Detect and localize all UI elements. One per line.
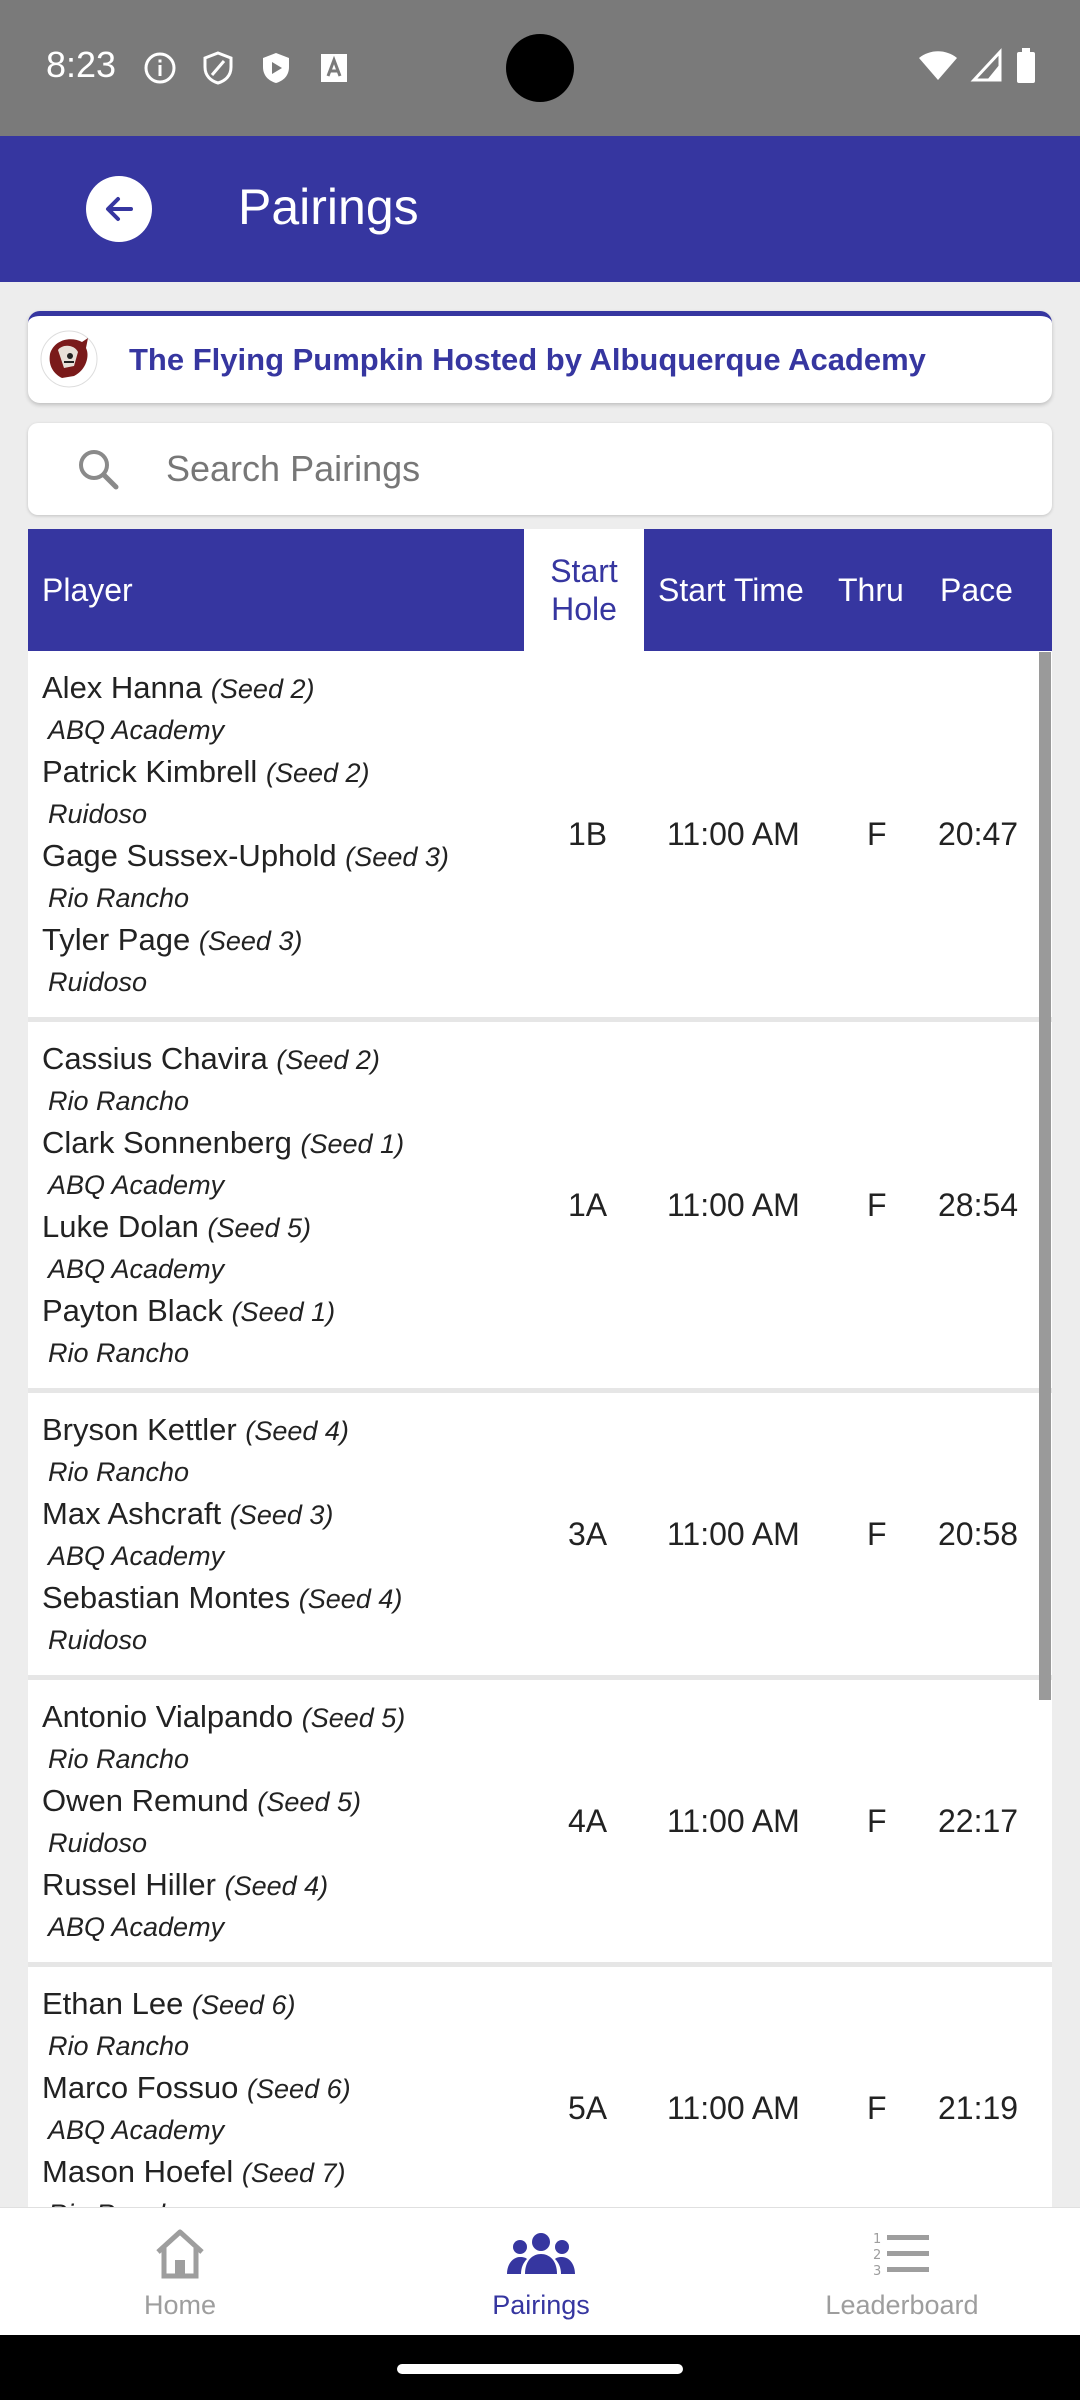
battery-icon	[1016, 48, 1036, 89]
player-seed: (Seed 1)	[300, 1129, 405, 1159]
svg-text:1: 1	[873, 2232, 882, 2247]
pace-cell: 22:17	[938, 1802, 1019, 1839]
thru-cell: F	[867, 815, 887, 852]
app-bar	[0, 136, 1080, 282]
player-seed: (Seed 6)	[247, 2074, 351, 2104]
table-row[interactable]	[28, 1022, 1052, 1393]
player-seed: (Seed 4)	[298, 1584, 403, 1614]
player-name: Owen Remund	[42, 1783, 249, 1818]
player-name: Patrick Kimbrell	[42, 754, 258, 789]
player-name: Marco Fossuo	[42, 2070, 239, 2105]
team-logo-icon	[40, 330, 98, 388]
nav-item-leaderboard[interactable]	[802, 2208, 1002, 2336]
player-seed: (Seed 2)	[276, 1045, 380, 1075]
player-seed: (Seed 3)	[345, 842, 449, 872]
player-entry	[42, 2067, 1052, 2110]
player-school: Rio Rancho	[48, 1457, 190, 1487]
player-seed: (Seed 4)	[224, 1871, 329, 1901]
player-school: ABQ Academy	[48, 2115, 225, 2145]
player-school: Ruidoso	[48, 967, 148, 997]
status-bar	[0, 0, 1080, 136]
column-header-thru[interactable]: Thru	[838, 571, 904, 608]
info-icon	[142, 50, 178, 86]
player-name: Sebastian Montes	[42, 1580, 291, 1615]
event-title: The Flying Pumpkin Hosted by Albuquerque Academy	[129, 342, 926, 377]
column-header-pace[interactable]: Pace	[940, 571, 1013, 608]
player-name: Payton Black	[42, 1293, 223, 1328]
player-seed: (Seed 1)	[231, 1297, 336, 1327]
player-group	[28, 651, 1052, 1017]
start-hole-cell: 1B	[568, 815, 608, 852]
player-name: Tyler Page	[42, 922, 191, 957]
thru-cell: F	[867, 1802, 887, 1839]
player-seed: (Seed 5)	[207, 1213, 312, 1243]
start-hole-cell: 4A	[568, 1802, 608, 1839]
table-header	[28, 529, 1052, 651]
start-hole-cell: 3A	[568, 1515, 608, 1552]
thru-cell: F	[867, 2089, 887, 2126]
search-icon	[74, 445, 122, 493]
player-school: ABQ Academy	[48, 1170, 225, 1200]
bottom-navigation	[0, 2207, 1080, 2335]
player-name: Antonio Vialpando	[42, 1699, 294, 1734]
signal-icon	[972, 50, 1002, 87]
player-name: Max Ashcraft	[42, 1496, 222, 1531]
event-card[interactable]	[28, 311, 1052, 403]
player-name: Gage Sussex-Uphold	[42, 838, 337, 873]
player-name: Russel Hiller	[42, 1867, 216, 1902]
page-title: Pairings	[238, 179, 419, 235]
player-school: Rio Rancho	[48, 1086, 190, 1116]
wifi-icon	[918, 50, 958, 87]
player-seed: (Seed 5)	[257, 1787, 361, 1817]
player-name: Cassius Chavira	[42, 1041, 268, 1076]
nav-label-home: Home	[143, 2290, 217, 2320]
start-time-cell: 11:00 AM	[667, 2089, 800, 2126]
player-group	[28, 1393, 1052, 1675]
column-header-player[interactable]: Player	[42, 571, 133, 608]
player-school: Ruidoso	[48, 1625, 148, 1655]
search-bar[interactable]	[28, 423, 1052, 515]
start-time-cell: 11:00 AM	[667, 815, 800, 852]
start-hole-cell: 5A	[568, 2089, 608, 2126]
back-button[interactable]	[86, 176, 152, 242]
player-entry	[42, 667, 1052, 710]
player-name: Ethan Lee	[42, 1986, 184, 2021]
player-seed: (Seed 3)	[229, 1500, 334, 1530]
ranked-list-icon	[870, 2226, 934, 2282]
player-name: Luke Dolan	[42, 1209, 199, 1244]
player-school: Rio Rancho	[48, 2031, 190, 2061]
pace-cell: 21:19	[938, 2089, 1019, 2126]
player-entry	[42, 1864, 1052, 1907]
player-name: Mason Hoefel	[42, 2154, 234, 2189]
pace-cell: 20:47	[938, 815, 1019, 852]
nav-item-pairings[interactable]	[441, 2208, 641, 2336]
player-seed: (Seed 5)	[301, 1703, 406, 1733]
player-entry	[42, 1122, 1052, 1165]
arrow-left-icon	[101, 191, 137, 227]
player-school: Ruidoso	[48, 799, 148, 829]
thru-cell: F	[867, 1186, 887, 1223]
camera-cutout	[506, 34, 574, 102]
player-name: Clark Sonnenberg	[42, 1125, 292, 1160]
svg-text:2: 2	[873, 2248, 882, 2263]
scrollbar-thumb[interactable]	[1039, 652, 1051, 1700]
player-name: Alex Hanna	[42, 670, 203, 705]
player-school: ABQ Academy	[48, 715, 225, 745]
table-row[interactable]	[28, 651, 1052, 1022]
player-entry	[42, 1780, 1052, 1823]
column-header-start-time[interactable]: Start Time	[658, 571, 804, 608]
player-entry	[42, 1696, 1052, 1739]
player-seed: (Seed 2)	[210, 674, 315, 704]
player-seed: (Seed 3)	[198, 926, 303, 956]
player-entry	[42, 2151, 1052, 2194]
start-time-cell: 11:00 AM	[667, 1186, 800, 1223]
player-entry	[42, 1206, 1052, 1249]
status-time: 8:23	[46, 44, 117, 85]
player-school: ABQ Academy	[48, 1912, 225, 1942]
home-gesture-handle[interactable]	[397, 2364, 683, 2374]
start-hole-cell: 1A	[568, 1186, 608, 1223]
player-school: Rio Rancho	[48, 1744, 190, 1774]
player-entry	[42, 751, 1052, 794]
start-time-cell: 11:00 AM	[667, 1802, 800, 1839]
player-entry	[42, 1493, 1052, 1536]
pace-cell: 20:58	[938, 1515, 1019, 1552]
player-entry	[42, 1577, 1052, 1620]
nav-label-leaderboard: Leaderboard	[825, 2290, 979, 2320]
player-name: Bryson Kettler	[42, 1412, 237, 1447]
player-seed: (Seed 2)	[265, 758, 370, 788]
player-entry	[42, 1290, 1052, 1333]
column-header-start-hole[interactable]: Start Hole	[524, 529, 644, 651]
pairings-table	[28, 529, 1052, 2194]
player-seed: (Seed 6)	[191, 1990, 296, 2020]
pace-cell: 28:54	[938, 1186, 1019, 1223]
player-group	[28, 1022, 1052, 1388]
player-school: Rio Rancho	[48, 883, 190, 913]
font-a-icon	[316, 50, 352, 86]
player-entry	[42, 1409, 1052, 1452]
player-school: ABQ Academy	[48, 1541, 225, 1571]
table-row[interactable]	[28, 1680, 1052, 1967]
system-navigation-bar	[0, 2335, 1080, 2400]
table-row[interactable]	[28, 1393, 1052, 1680]
play-shield-icon	[258, 50, 294, 86]
shield-icon	[200, 50, 236, 86]
thru-cell: F	[867, 1515, 887, 1552]
player-seed: (Seed 7)	[241, 2158, 346, 2188]
player-entry	[42, 1038, 1052, 1081]
player-school: Rio Rancho	[48, 1338, 190, 1368]
player-school: Ruidoso	[48, 1828, 148, 1858]
start-time-cell: 11:00 AM	[667, 1515, 800, 1552]
nav-label-pairings: Pairings	[492, 2290, 590, 2320]
player-group	[28, 1680, 1052, 1962]
home-icon	[148, 2226, 212, 2282]
search-input[interactable]	[166, 441, 1026, 497]
svg-text:3: 3	[873, 2264, 882, 2279]
player-school: ABQ Academy	[48, 1254, 225, 1284]
player-entry	[42, 1983, 1052, 2026]
player-entry	[42, 835, 1052, 878]
player-seed: (Seed 4)	[245, 1416, 349, 1446]
group-icon	[509, 2226, 573, 2282]
player-entry	[42, 919, 1052, 962]
nav-item-home[interactable]	[80, 2208, 280, 2336]
